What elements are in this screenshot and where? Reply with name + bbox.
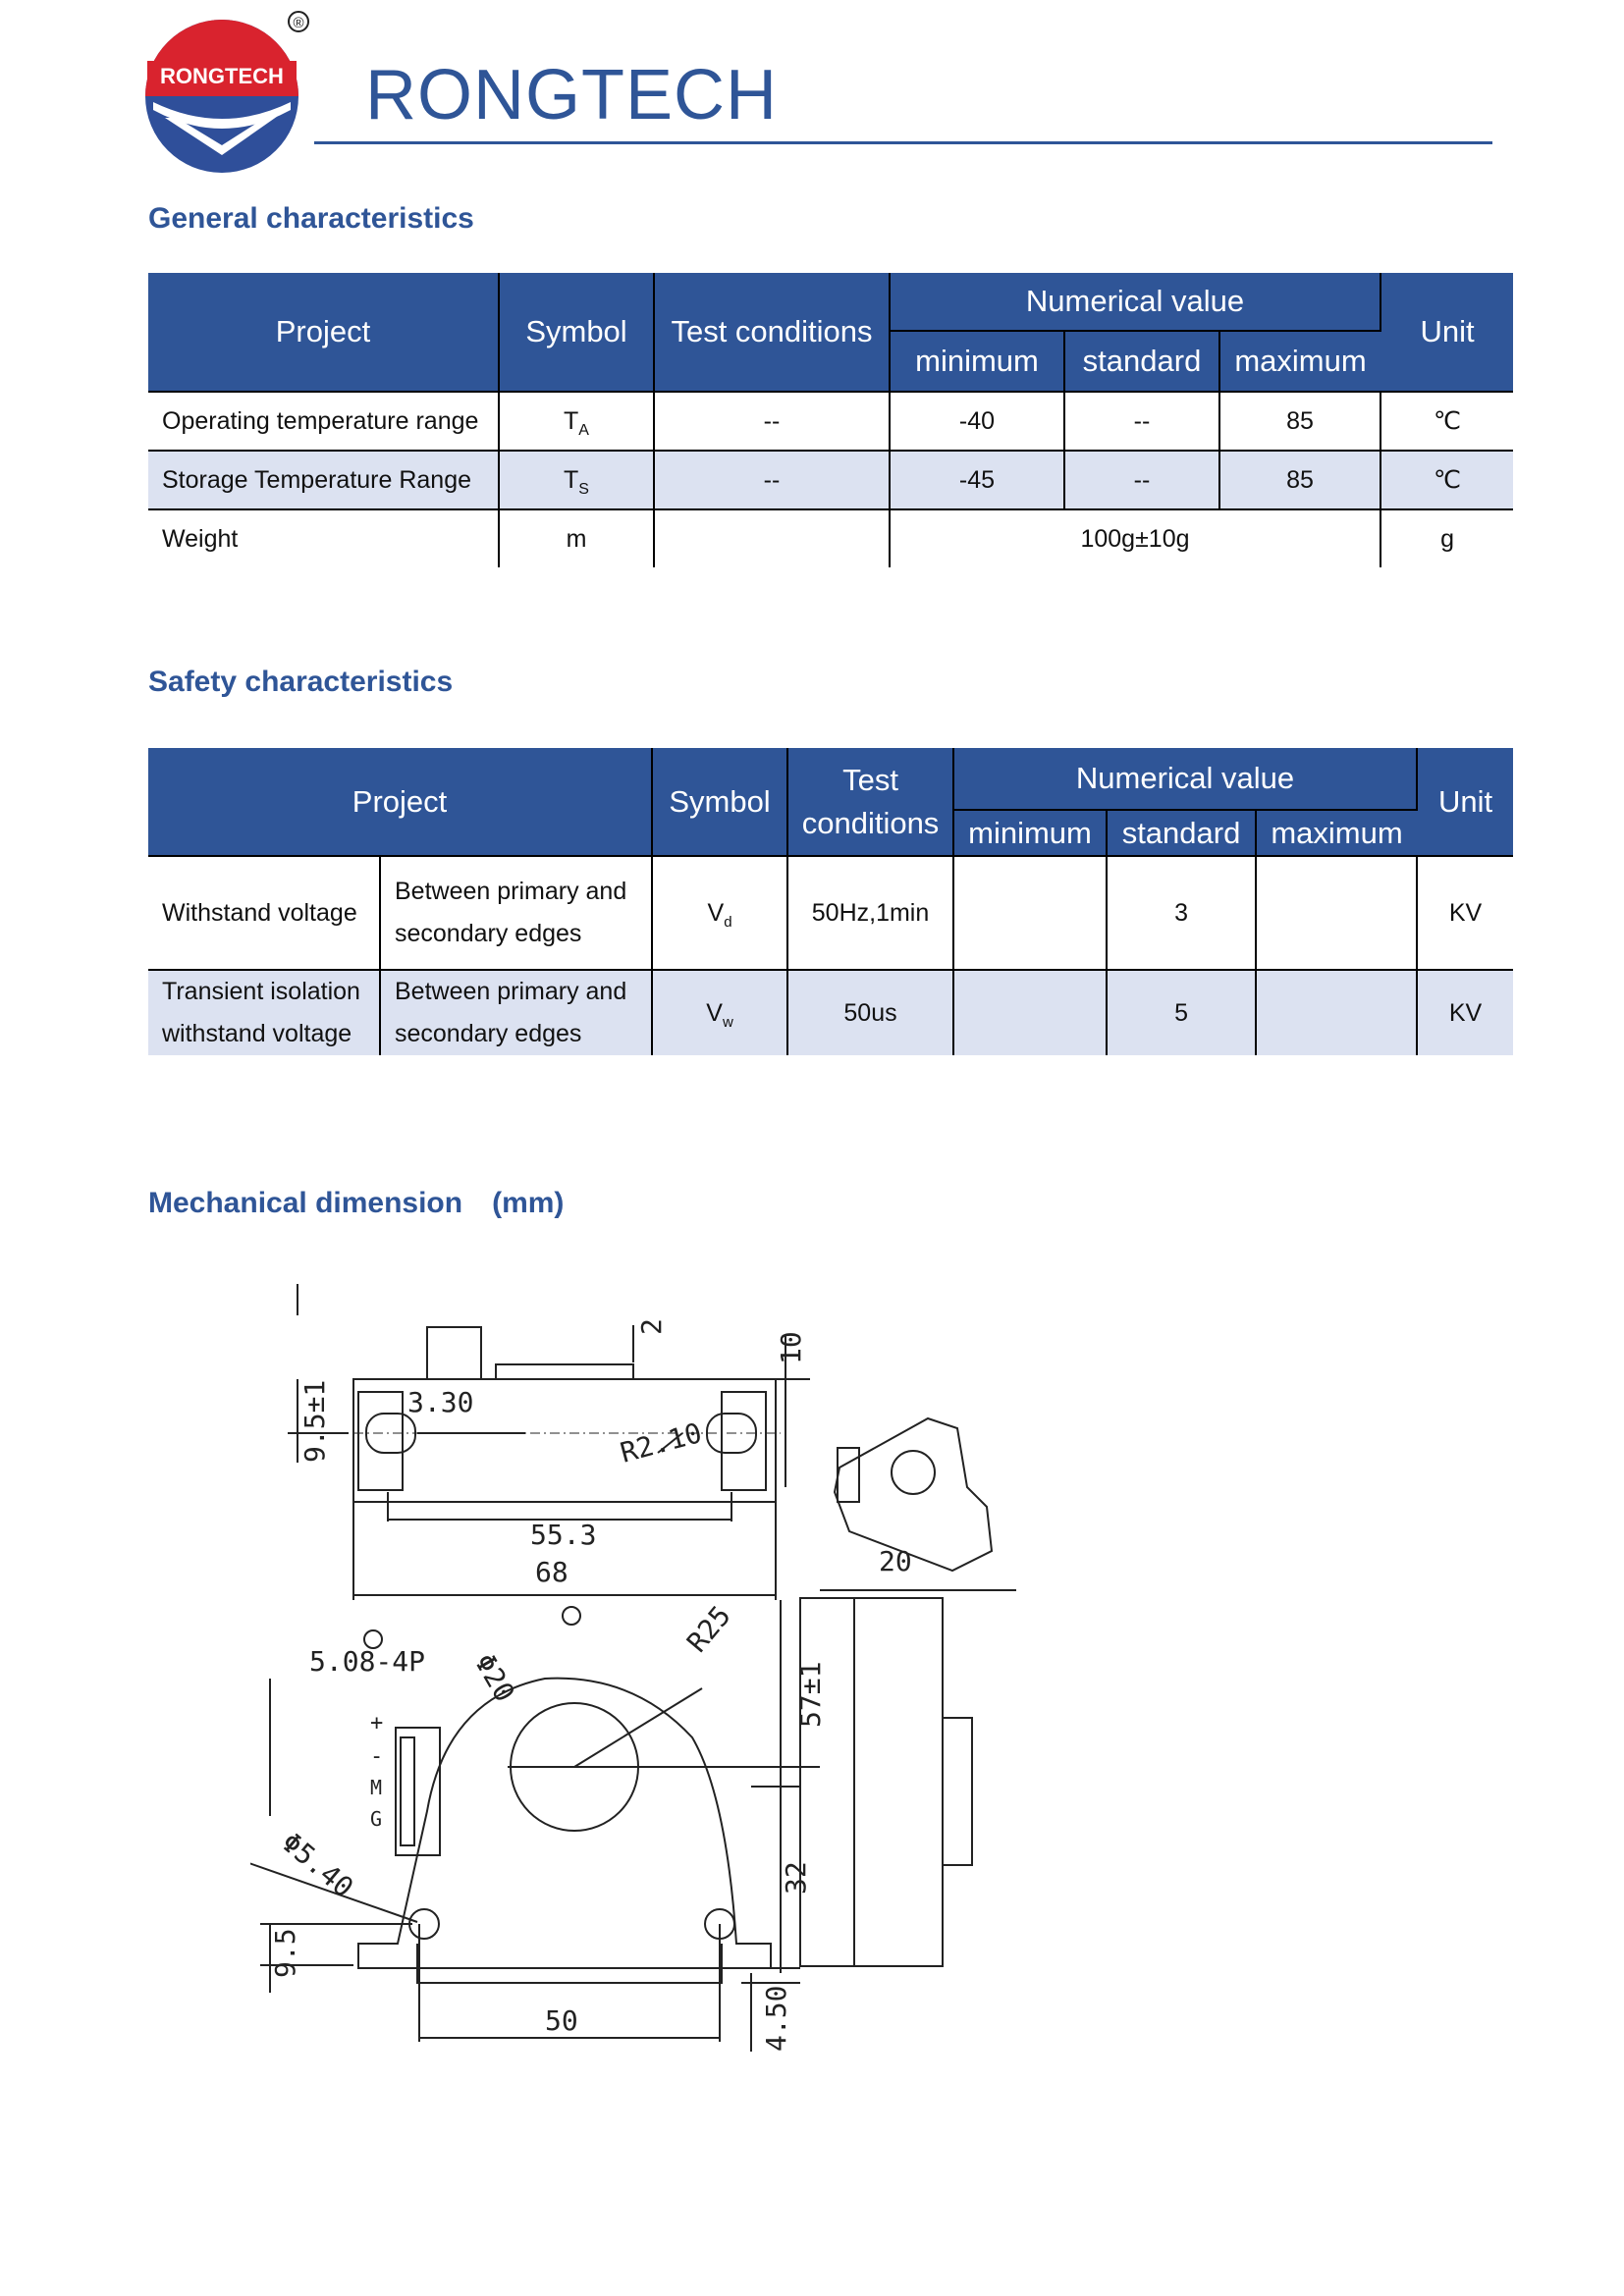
symbol-sub: S xyxy=(578,480,589,498)
cell-unit: ℃ xyxy=(1380,392,1513,451)
pin-g-label: G xyxy=(370,1807,383,1831)
symbol-main: V xyxy=(706,998,723,1027)
col-symbol: Symbol xyxy=(652,748,787,856)
cell-unit: KV xyxy=(1417,970,1513,1055)
table-row xyxy=(148,392,1513,451)
cell-test: -- xyxy=(654,451,890,509)
dim-55-3: 55.3 xyxy=(530,1519,597,1551)
cell-project: Operating temperature range xyxy=(148,392,499,451)
header-rule xyxy=(314,141,1492,144)
mechanical-drawing xyxy=(250,1266,1036,2081)
pin-plus-label: + xyxy=(370,1711,384,1735)
symbol-main: T xyxy=(564,465,579,494)
cell-symbol xyxy=(499,451,654,509)
col-standard: standard xyxy=(1064,331,1219,392)
cell-unit: KV xyxy=(1417,856,1513,970)
cell-min xyxy=(953,856,1107,970)
cell-min: -40 xyxy=(890,392,1064,451)
cell-test: 50us xyxy=(787,970,953,1055)
dim-9-5: 9.5 xyxy=(269,1928,301,1978)
col-unit: Unit xyxy=(1417,748,1513,856)
general-section-title: General characteristics xyxy=(148,202,474,235)
cell-weight-value: 100g±10g xyxy=(890,509,1380,567)
dim-57-plus-minus-1: 57±1 xyxy=(794,1661,827,1728)
test-label-line2: conditions xyxy=(801,805,940,840)
pin-minus-label: - xyxy=(370,1744,384,1769)
col-standard: standard xyxy=(1107,810,1256,856)
col-maximum: maximum xyxy=(1219,331,1380,392)
table-row xyxy=(148,856,1513,970)
dim-9-5-plus-minus-1: 9.5±1 xyxy=(298,1379,331,1463)
safety-section-title: Safety characteristics xyxy=(148,666,454,698)
dim-4-50: 4.50 xyxy=(760,1985,792,2052)
dim-3-30: 3.30 xyxy=(407,1386,474,1418)
col-minimum: minimum xyxy=(953,810,1107,856)
cell-symbol: m xyxy=(499,509,654,567)
detail-line1: Between primary and xyxy=(395,878,627,905)
symbol-sub: w xyxy=(722,1013,733,1031)
cell-symbol xyxy=(499,392,654,451)
dim-phi20: Φ20 xyxy=(467,1648,521,1708)
table-row xyxy=(148,509,1513,567)
cell-unit: ℃ xyxy=(1380,451,1513,509)
col-project: Project xyxy=(148,273,499,392)
cell-max xyxy=(1256,856,1417,970)
dim-5-08-4p: 5.08-4P xyxy=(309,1645,426,1678)
cell-project: Weight xyxy=(148,509,499,567)
safety-characteristics-table xyxy=(148,748,1513,1055)
col-maximum: maximum xyxy=(1256,810,1417,856)
dim-r2-10: R2.10 xyxy=(617,1416,706,1469)
cell-unit: g xyxy=(1380,509,1513,567)
cell-project: Withstand voltage xyxy=(148,856,380,970)
col-unit: Unit xyxy=(1380,273,1513,392)
col-numerical-value: Numerical value xyxy=(953,748,1417,810)
brand-title: RONGTECH xyxy=(365,56,778,134)
cell-std: -- xyxy=(1064,451,1219,509)
dim-50: 50 xyxy=(545,2004,578,2037)
symbol-sub: d xyxy=(724,913,732,931)
cell-min: -45 xyxy=(890,451,1064,509)
col-test-conditions xyxy=(787,748,953,856)
cell-symbol xyxy=(652,856,787,970)
cell-std: 3 xyxy=(1107,856,1256,970)
mechanical-section-title: Mechanical dimension (mm) xyxy=(148,1187,565,1219)
cell-max xyxy=(1256,970,1417,1055)
dim-20: 20 xyxy=(879,1545,912,1577)
detail-line2: secondary edges xyxy=(395,1020,582,1047)
symbol-main: V xyxy=(707,898,725,927)
col-test-conditions: Test conditions xyxy=(654,273,890,392)
cell-min xyxy=(953,970,1107,1055)
symbol-main: T xyxy=(564,406,579,435)
detail-line2: secondary edges xyxy=(395,920,582,947)
cell-test: -- xyxy=(654,392,890,451)
project-line1: Transient isolation xyxy=(162,978,360,1005)
col-project: Project xyxy=(148,748,652,856)
rongtech-logo xyxy=(143,8,312,177)
dim-68: 68 xyxy=(535,1556,568,1588)
cell-project xyxy=(148,970,380,1055)
test-label-line1: Test xyxy=(842,762,898,797)
general-characteristics-table xyxy=(148,273,1513,567)
col-symbol: Symbol xyxy=(499,273,654,392)
dim-2: 2 xyxy=(635,1318,668,1335)
dim-r25: R25 xyxy=(680,1599,737,1659)
cell-std: -- xyxy=(1064,392,1219,451)
cell-detail xyxy=(380,970,652,1055)
cell-test: 50Hz,1min xyxy=(787,856,953,970)
dim-32: 32 xyxy=(780,1861,812,1895)
symbol-sub: A xyxy=(578,421,589,439)
cell-max: 85 xyxy=(1219,451,1380,509)
cell-test xyxy=(654,509,890,567)
col-numerical-value: Numerical value xyxy=(890,273,1380,331)
col-minimum: minimum xyxy=(890,331,1064,392)
registered-mark: ® xyxy=(293,15,304,31)
dim-phi5-40: Φ5.40 xyxy=(275,1826,360,1904)
cell-detail xyxy=(380,856,652,970)
cell-max: 85 xyxy=(1219,392,1380,451)
logo-text: RONGTECH xyxy=(160,64,284,88)
table-row xyxy=(148,970,1513,1055)
cell-std: 5 xyxy=(1107,970,1256,1055)
cell-symbol xyxy=(652,970,787,1055)
cell-project: Storage Temperature Range xyxy=(148,451,499,509)
pin-m-label: M xyxy=(370,1776,383,1799)
project-line2: withstand voltage xyxy=(162,1020,352,1047)
table-row xyxy=(148,451,1513,509)
dim-10: 10 xyxy=(775,1331,807,1364)
detail-line1: Between primary and xyxy=(395,978,627,1005)
